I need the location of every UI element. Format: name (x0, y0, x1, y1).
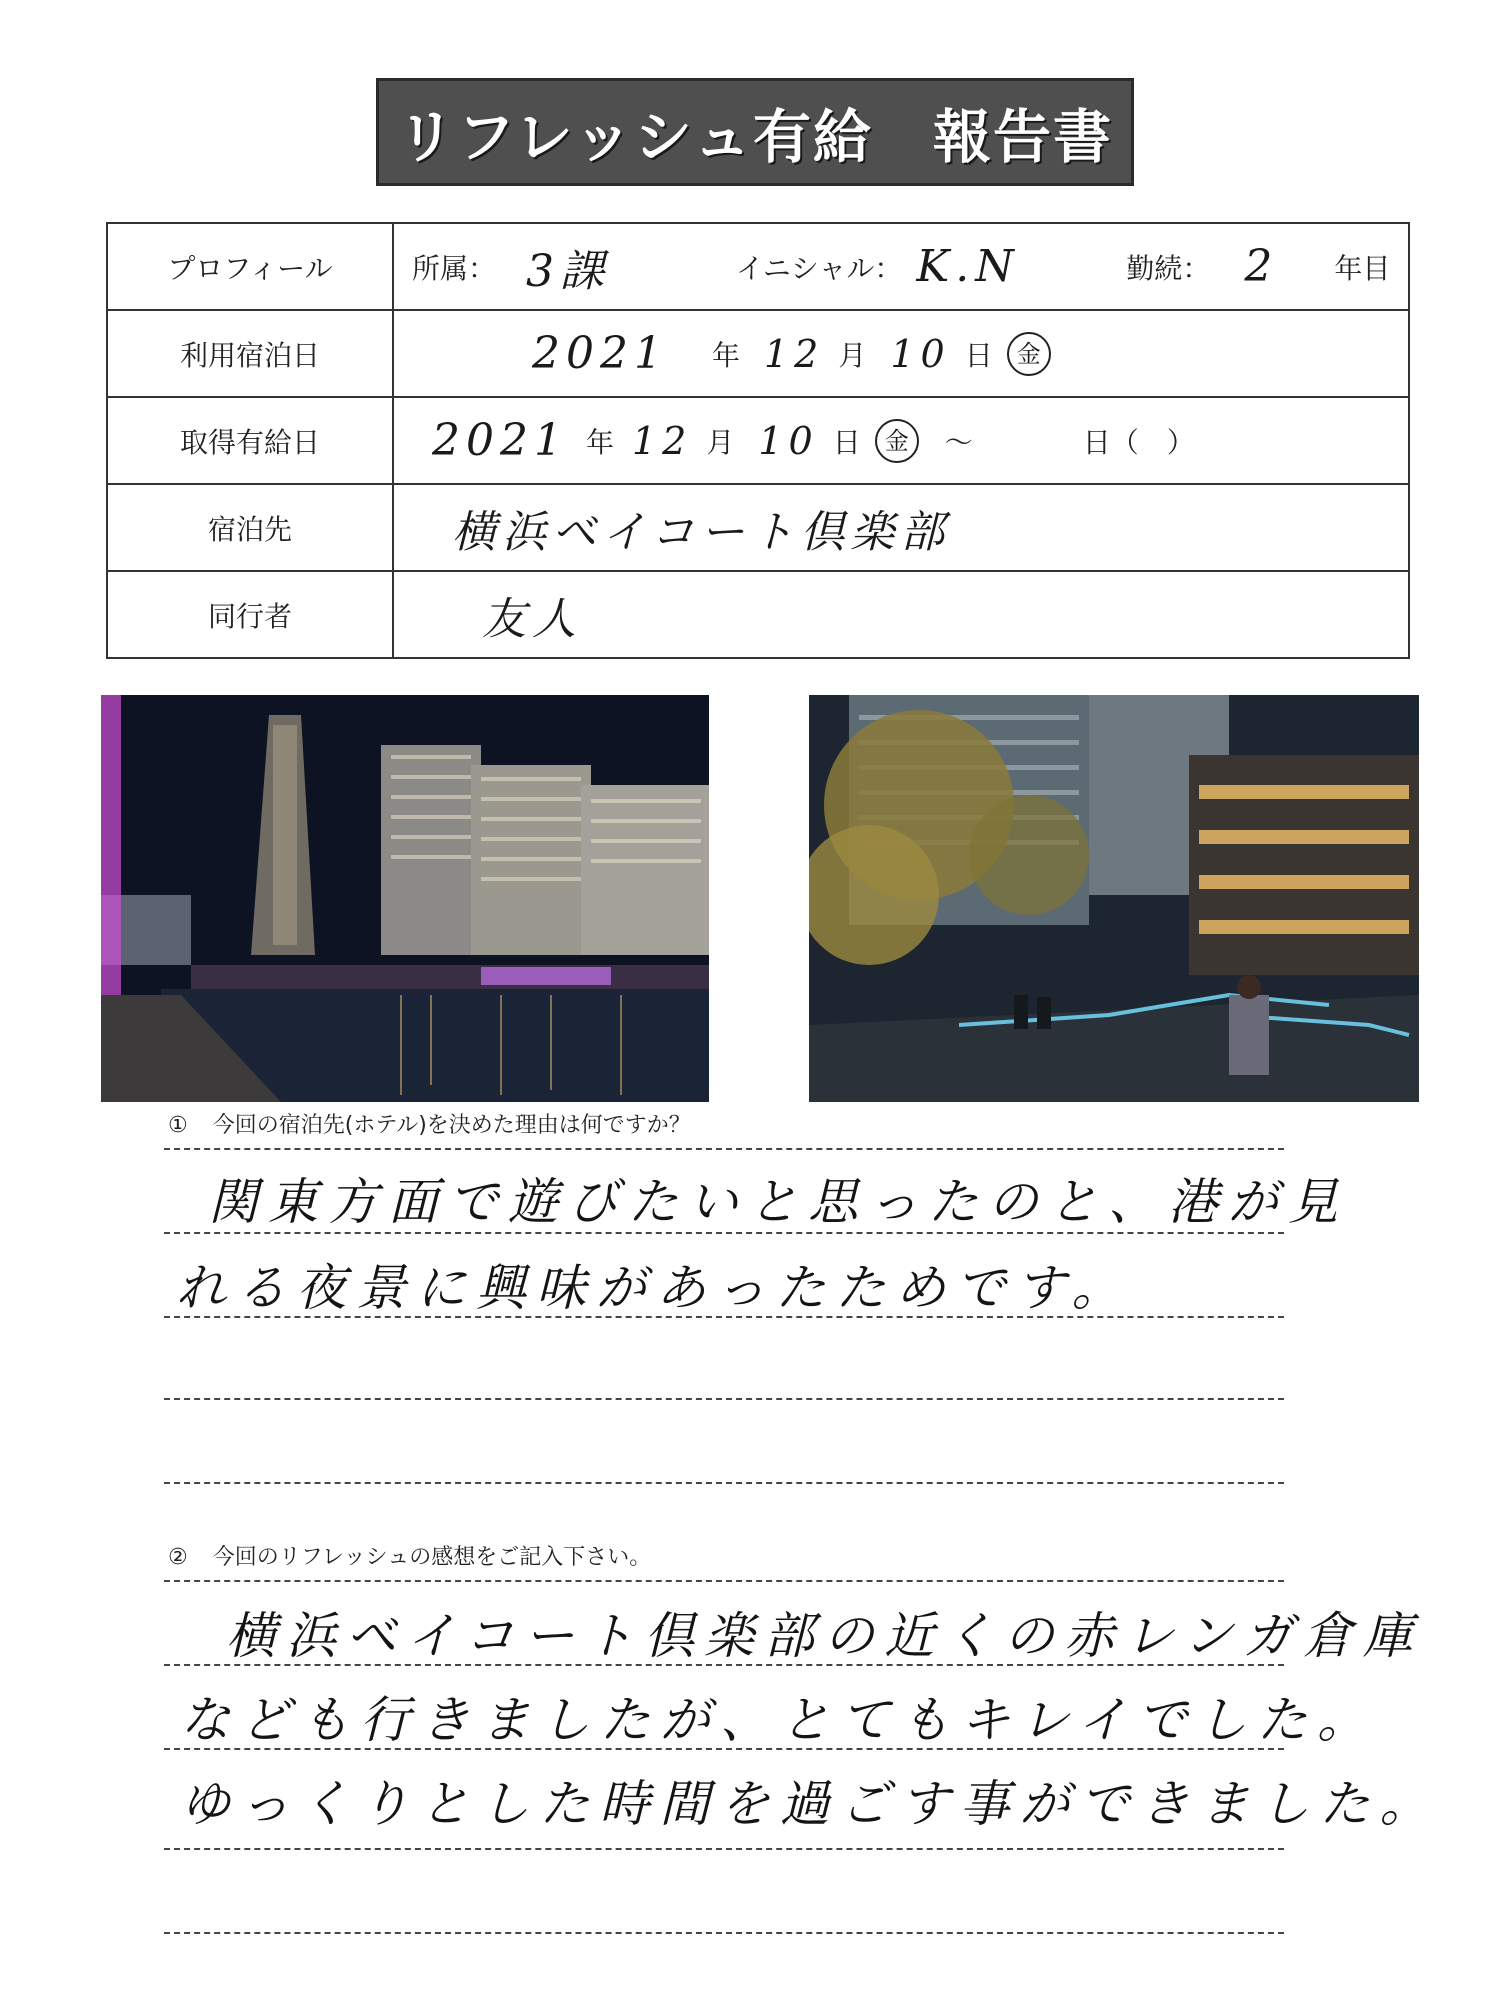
answer-2-line-1: 横浜ベイコート倶楽部の近くの赤レンガ倉庫 (226, 1607, 1423, 1665)
question-1-text: 今回の宿泊先(ホテル)を決めた理由は何ですか？ (212, 1113, 691, 1138)
leave-month: 12 (632, 418, 693, 463)
answer-line-divider (164, 1482, 1284, 1484)
leave-tilde: ～ (944, 425, 973, 459)
table-row-lodging (107, 484, 1409, 571)
report-title-banner (376, 78, 1134, 186)
answer-line-divider (164, 1398, 1284, 1400)
leave-weekday: 金 (875, 419, 919, 463)
answer-line-divider (164, 1316, 1284, 1318)
tenure-unit: 年目 (1334, 251, 1391, 285)
answer-line-divider (164, 1664, 1284, 1666)
photo-night-skyline (101, 695, 709, 1102)
leave-month-unit: 月 (706, 425, 735, 459)
affiliation-value: 3課 (526, 245, 611, 297)
answer-line-divider (164, 1148, 1284, 1150)
stay-year-unit: 年 (711, 338, 740, 372)
companion-label: 同行者 (107, 571, 393, 658)
stay-day-unit: 日 (964, 338, 993, 372)
stay-weekday: 金 (1007, 332, 1051, 376)
tenure-label: 勤続： (1126, 251, 1211, 285)
leave-year: 2021 (432, 415, 568, 466)
stay-day: 10 (890, 331, 951, 376)
affiliation-label: 所属： (412, 251, 497, 285)
stay-month-unit: 月 (838, 338, 867, 372)
answer-line-divider (164, 1932, 1284, 1934)
lodging-value: 横浜ベイコート倶楽部 (452, 506, 951, 558)
companion-value: 友人 (482, 593, 582, 645)
question-1-number: ① (168, 1113, 188, 1138)
leave-day-unit: 日 (832, 425, 861, 459)
profile-table (106, 222, 1410, 659)
question-2-text: 今回のリフレッシュの感想をご記入下さい。 (212, 1545, 652, 1570)
answer-2-line-3: ゆっくりとした時間を過ごす事ができました。 (180, 1775, 1440, 1833)
question-2 (168, 1540, 651, 1571)
answer-line-divider (164, 1232, 1284, 1234)
leave-day: 10 (758, 418, 819, 463)
table-row-profile (107, 223, 1409, 310)
initial-value: K.N (916, 241, 1020, 292)
initial-label: イニシャル： (736, 251, 903, 285)
table-row-leave-date (107, 397, 1409, 484)
stay-date-label: 利用宿泊日 (107, 310, 393, 397)
question-1 (168, 1108, 691, 1139)
lodging-label: 宿泊先 (107, 484, 393, 571)
table-row-companion (107, 571, 1409, 658)
answer-line-divider (164, 1848, 1284, 1850)
photo-lit-plaza (809, 695, 1419, 1102)
answer-1-line-1: 関東方面で遊びたいと思ったのと、港が見 (208, 1173, 1348, 1231)
answer-2-line-2: なども行きましたが、とてもキレイでした。 (180, 1691, 1377, 1749)
answer-line-divider (164, 1748, 1284, 1750)
stay-month: 12 (764, 331, 825, 376)
question-2-number: ② (168, 1545, 188, 1570)
leave-year-unit: 年 (585, 425, 614, 459)
leave-date-label: 取得有給日 (107, 397, 393, 484)
report-title: リフレッシュ有給 報告書 (397, 103, 1113, 171)
table-row-stay-date (107, 310, 1409, 397)
profile-label: プロフィール (107, 223, 393, 310)
leave-end-day-unit: 日（ ） (1082, 425, 1195, 459)
tenure-value: 2 (1244, 241, 1279, 292)
stay-year: 2021 (532, 328, 668, 379)
answer-1-line-2: れる夜景に興味があったためです。 (176, 1259, 1132, 1317)
answer-line-divider (164, 1580, 1284, 1582)
